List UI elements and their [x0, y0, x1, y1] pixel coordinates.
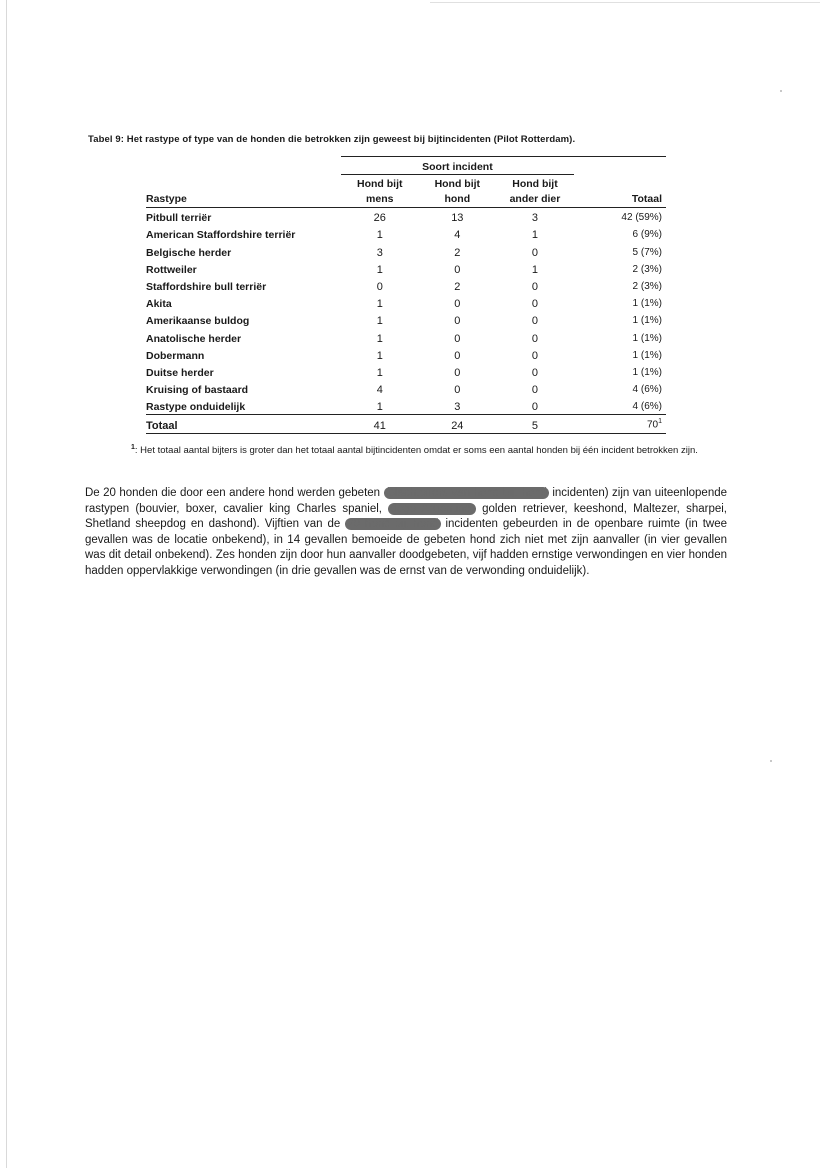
cell-hond-bijt-hond: 0 — [454, 366, 461, 379]
cell-hond-bijt-ander-dier: 0 — [531, 332, 539, 345]
table-row — [146, 208, 666, 226]
table-row — [146, 363, 666, 380]
cell-hond-bijt-hond: 0 — [454, 349, 461, 362]
breed-table — [146, 156, 666, 434]
cell-hond-bijt-mens: 1 — [376, 315, 383, 328]
cell-totaal: 1 (1%) — [632, 298, 662, 310]
cell-hond-bijt-hond: 2 — [454, 280, 461, 293]
table-row — [146, 277, 666, 294]
table-group-header-row — [146, 157, 666, 175]
row-label: Rottweiler — [146, 263, 197, 276]
total-hond-bijt-ander-dier: 5 — [496, 415, 574, 433]
cell-hond-bijt-mens: 0 — [376, 280, 383, 293]
redaction-block-2: dogo Argentino, — [390, 502, 474, 515]
table-column-header-row — [146, 175, 666, 208]
cell-hond-bijt-mens: 1 — [376, 229, 383, 242]
column-header-label: Hond bijt ander dier — [509, 178, 561, 205]
scan-speck — [770, 760, 772, 762]
table-row — [146, 242, 666, 259]
cell-hond-bijt-mens: 1 — [376, 349, 383, 362]
cell-hond-bijt-hond: 2 — [454, 246, 461, 259]
cell-hond-bijt-mens: 1 — [376, 401, 383, 414]
table-row — [146, 311, 666, 328]
cell-hond-bijt-mens: 1 — [376, 332, 383, 345]
cell-hond-bijt-ander-dier: 0 — [531, 280, 539, 293]
cell-hond-bijt-ander-dier: 3 — [531, 212, 539, 225]
table-footnote — [131, 440, 731, 458]
total-hond-bijt-hond: 24 — [419, 415, 497, 433]
cell-hond-bijt-ander-dier: 0 — [531, 366, 539, 379]
row-label: Staffordshire bull terriër — [146, 280, 267, 293]
table-row — [146, 294, 666, 311]
cell-hond-bijt-mens: 1 — [376, 298, 383, 311]
total-label: Totaal — [146, 415, 341, 433]
cell-hond-bijt-ander-dier: 1 — [531, 229, 539, 242]
cell-hond-bijt-hond: 0 — [454, 298, 461, 311]
cell-totaal: 5 (7%) — [632, 246, 662, 258]
cell-hond-bijt-ander-dier: 0 — [531, 246, 539, 259]
row-label: Amerikaanse buldog — [146, 315, 250, 328]
cell-hond-bijt-ander-dier: 1 — [531, 263, 539, 276]
scan-top-line — [430, 2, 820, 3]
scan-edge-line — [6, 0, 7, 1168]
cell-hond-bijt-ander-dier: 0 — [531, 298, 539, 311]
row-label: Akita — [146, 298, 172, 311]
table-total-row — [146, 415, 666, 433]
footnote-text: : Het totaal aantal bijters is groter dan het totaal aantal bijtincidenten omdat er soms een aantal honden bij één incident betrokken zijn. — [134, 445, 698, 457]
row-label: Pitbull terriër — [146, 212, 212, 225]
scan-speck — [780, 90, 782, 92]
row-label: Rastype onduidelijk — [146, 401, 246, 414]
cell-hond-bijt-mens: 3 — [376, 246, 383, 259]
table-body — [146, 208, 666, 415]
table-row — [146, 328, 666, 345]
cell-hond-bijt-ander-dier: 0 — [531, 349, 539, 362]
cell-hond-bijt-hond: 4 — [454, 229, 461, 242]
column-header-rastype: Rastype — [146, 175, 341, 208]
cell-hond-bijt-ander-dier: 0 — [531, 315, 539, 328]
cell-totaal: 1 (1%) — [632, 315, 662, 327]
row-label: Belgische herder — [146, 246, 232, 259]
footnote-marker: 1 — [131, 444, 135, 451]
cell-totaal: 2 (3%) — [632, 263, 662, 275]
redaction-block-3: 20 hond-bijt-hond — [347, 518, 439, 531]
table-row — [146, 397, 666, 415]
total-totaal-value: 70 — [646, 419, 659, 431]
table-row — [146, 260, 666, 277]
column-header-hond-bijt-mens — [341, 175, 419, 208]
cell-hond-bijt-hond: 0 — [454, 332, 461, 345]
cell-hond-bijt-ander-dier: 0 — [531, 401, 539, 414]
cell-hond-bijt-mens: 4 — [376, 384, 383, 397]
column-header-hond-bijt-ander-dier — [496, 175, 574, 208]
total-footnote-marker: 1 — [658, 418, 662, 426]
body-paragraph — [85, 486, 727, 580]
cell-hond-bijt-hond: 3 — [454, 401, 461, 414]
cell-totaal: 2 (3%) — [632, 280, 662, 292]
column-header-hond-bijt-hond — [419, 175, 497, 208]
column-header-label: Hond bijt mens — [357, 178, 403, 205]
cell-totaal: 4 (6%) — [632, 384, 662, 396]
row-label: American Staffordshire terriër — [146, 229, 296, 242]
column-header-totaal: Totaal — [574, 175, 666, 208]
cell-hond-bijt-hond: 0 — [454, 315, 461, 328]
cell-hond-bijt-hond: 13 — [451, 212, 464, 225]
column-header-label: Hond bijt hond — [434, 178, 481, 205]
table-row — [146, 346, 666, 363]
cell-totaal: 1 (1%) — [632, 332, 662, 344]
cell-totaal: 42 (59%) — [621, 212, 662, 224]
cell-hond-bijt-mens: 1 — [376, 263, 383, 276]
redaction-block-1: (slachtoffers van hond-bijt-hond — [385, 487, 547, 499]
total-totaal — [574, 415, 666, 433]
cell-totaal: 6 (9%) — [632, 229, 662, 241]
paragraph-part-3: golden retriever, keeshond, Maltezer, sharpei, Shetland sheepdog en dashond). Vijftien van de — [85, 502, 727, 531]
empty-header-cell — [574, 157, 666, 175]
cell-totaal: 4 (6%) — [632, 401, 662, 413]
table-caption: Tabel 9: Het rastype of type van de honden die betrokken zijn geweest bij bijtincidenten (Pilot Rotterdam). — [88, 134, 576, 145]
cell-hond-bijt-hond: 0 — [454, 263, 461, 276]
row-label: Anatolische herder — [146, 332, 242, 345]
row-label: Kruising of bastaard — [146, 384, 249, 397]
cell-totaal: 1 (1%) — [632, 366, 662, 378]
group-header-soort-incident: Soort incident — [341, 157, 574, 175]
cell-hond-bijt-ander-dier: 0 — [531, 384, 539, 397]
cell-totaal: 1 (1%) — [632, 349, 662, 361]
paragraph-part-1: De 20 honden die door een andere hond werden gebeten — [85, 487, 381, 499]
table-row — [146, 225, 666, 242]
empty-header-cell — [146, 157, 341, 175]
cell-hond-bijt-mens: 1 — [376, 366, 383, 379]
paragraph-part-2: incidenten) zijn van uiteenlopende rastypen (bouvier, boxer, cavalier king Charles spaniel, — [85, 487, 728, 515]
cell-hond-bijt-hond: 0 — [454, 384, 461, 397]
row-label: Dobermann — [146, 349, 205, 362]
cell-hond-bijt-mens: 26 — [373, 212, 386, 225]
row-label: Duitse herder — [146, 366, 214, 379]
table-row — [146, 380, 666, 397]
paragraph-part-4: incidenten gebeurden in de openbare ruimte (in twee gevallen was de locatie onbekend), in 14 gevallen bemoeide de gebeten hond zich niet met zijn aanvaller (in vier gevallen was dit detail onbekend). Zes honden zijn door hun aanvaller doodgebeten, vijf hadden ernstige verwondingen en vier honden hadden oppervlakkige verwondingen (in drie gevallen was de ernst van de verwonding onduidelijk). — [85, 518, 727, 577]
total-hond-bijt-mens: 41 — [341, 415, 419, 433]
